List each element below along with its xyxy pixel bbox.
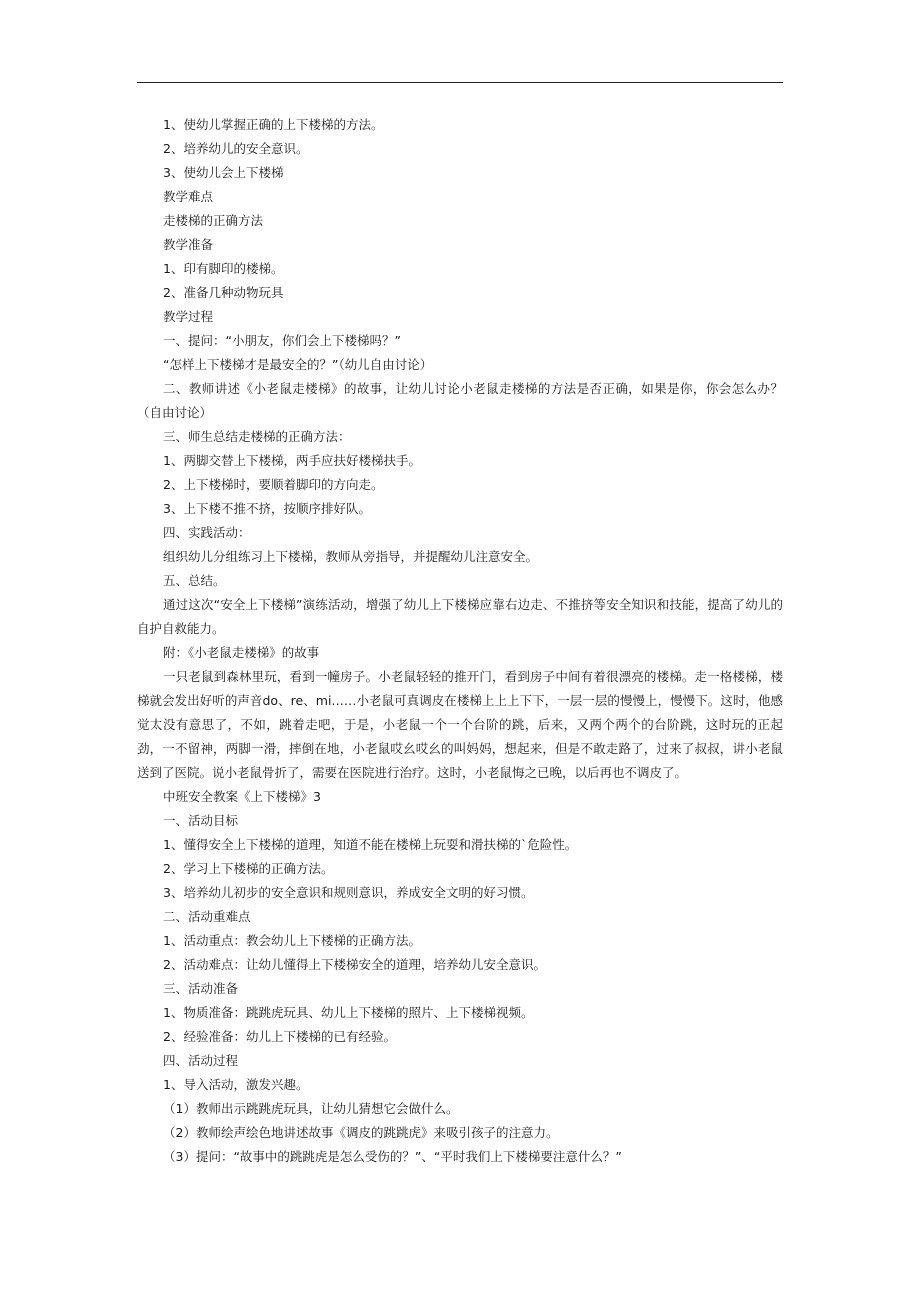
text-line: 五、总结。 — [163, 573, 226, 588]
text-line: “怎样上下楼梯才是最安全的？”（幼儿自由讨论） — [163, 357, 433, 372]
section-heading: 教学难点 — [163, 189, 214, 204]
section-heading: 一、活动目标 — [163, 813, 239, 828]
text-line: 组织幼儿分组练习上下楼梯，教师从旁指导，并提醒幼儿注意安全。 — [163, 549, 539, 564]
text-line: 2、学习上下楼梯的正确方法。 — [163, 861, 334, 876]
text-line: 3、培养幼儿初步的安全意识和规则意识，养成安全文明的好习惯。 — [163, 885, 534, 900]
text-line: 一、提问：“小朋友，你们会上下楼梯吗？” — [163, 333, 401, 348]
text-line: （2）教师绘声绘色地讲述故事《调皮的跳跳虎》来吸引孩子的注意力。 — [163, 1125, 559, 1140]
section-heading: 教学准备 — [163, 237, 214, 252]
text-line: 1、印有脚印的楼梯。 — [163, 261, 284, 276]
header-rule — [137, 82, 783, 83]
text-line: 1、懂得安全上下楼梯的道理，知道不能在楼梯上玩耍和滑扶梯的`危险性。 — [163, 837, 578, 852]
text-line: 3、上下楼不推不挤，按顺序排好队。 — [163, 501, 371, 516]
section-heading: 三、活动准备 — [163, 981, 239, 996]
text-line: 2、活动难点：让幼儿懂得上下楼梯安全的道理，培养幼儿安全意识。 — [163, 957, 546, 972]
lesson-title: 中班安全教案《上下楼梯》3 — [163, 789, 321, 804]
paragraph: 二、教师讲述《小老鼠走楼梯》的故事，让幼儿讨论小老鼠走楼梯的方法是否正确，如果是你，你会怎么办？（自由讨论） — [137, 381, 783, 420]
text-line: 三、师生总结走楼梯的正确方法： — [163, 429, 351, 444]
text-line: （1）教师出示跳跳虎玩具，让幼儿猜想它会做什么。 — [163, 1101, 459, 1116]
document-body — [137, 113, 783, 1169]
section-heading: 四、活动过程 — [163, 1053, 239, 1068]
text-line: 1、物质准备：跳跳虎玩具、幼儿上下楼梯的照片、上下楼梯视频。 — [163, 1005, 534, 1020]
text-line: 1、活动重点：教会幼儿上下楼梯的正确方法。 — [163, 933, 421, 948]
text-line: 2、上下楼梯时，要顺着脚印的方向走。 — [163, 477, 384, 492]
text-line: 1、导入活动，激发兴趣。 — [163, 1077, 309, 1092]
text-line: 1、两脚交替上下楼梯，两手应扶好楼梯扶手。 — [163, 453, 421, 468]
paragraph: 通过这次“安全上下楼梯”演练活动，增强了幼儿上下楼梯应靠右边走、不推挤等安全知识和技能，提高了幼儿的自护自救能力。 — [137, 597, 783, 636]
text-line: 1、使幼儿掌握正确的上下楼梯的方法。 — [163, 117, 384, 132]
text-line: 2、准备几种动物玩具 — [163, 285, 284, 300]
text-line: 3、使幼儿会上下楼梯 — [163, 165, 284, 180]
section-heading: 教学过程 — [163, 309, 214, 324]
text-line: 附：《小老鼠走楼梯》的故事 — [163, 645, 320, 660]
text-line: 四、实践活动： — [163, 525, 251, 540]
text-line: 2、经验准备：幼儿上下楼梯的已有经验。 — [163, 1029, 396, 1044]
section-heading: 二、活动重难点 — [163, 909, 251, 924]
text-line: 走楼梯的正确方法 — [163, 213, 264, 228]
text-line: 2、培养幼儿的安全意识。 — [163, 141, 309, 156]
story-paragraph: 一只老鼠到森林里玩，看到一幢房子。小老鼠轻轻的推开门，看到房子中间有着很漂亮的楼梯。走一格楼梯，楼梯就会发出好听的声音do、re、mi……小老鼠可真调皮在楼梯上上上下下，一层一层的慢慢上，慢慢下。这时，他感觉太没有意思了，不如，跳着走吧，于是，小老鼠一个一个台阶的跳，后来，又两个两个的台阶跳，这时玩的正起劲，一不留神，两脚一滑，摔倒在地，小老鼠哎幺哎幺的叫妈妈，想起来，但是不敢走路了，过来了叔叔，讲小老鼠送到了医院。说小老鼠骨折了，需要在医院进行治疗。这时，小老鼠悔之已晚，以后再也不调皮了。 — [137, 669, 783, 780]
text-line: （3）提问：“故事中的跳跳虎是怎么受伤的？”、“平时我们上下楼梯要注意什么？” — [163, 1149, 622, 1164]
